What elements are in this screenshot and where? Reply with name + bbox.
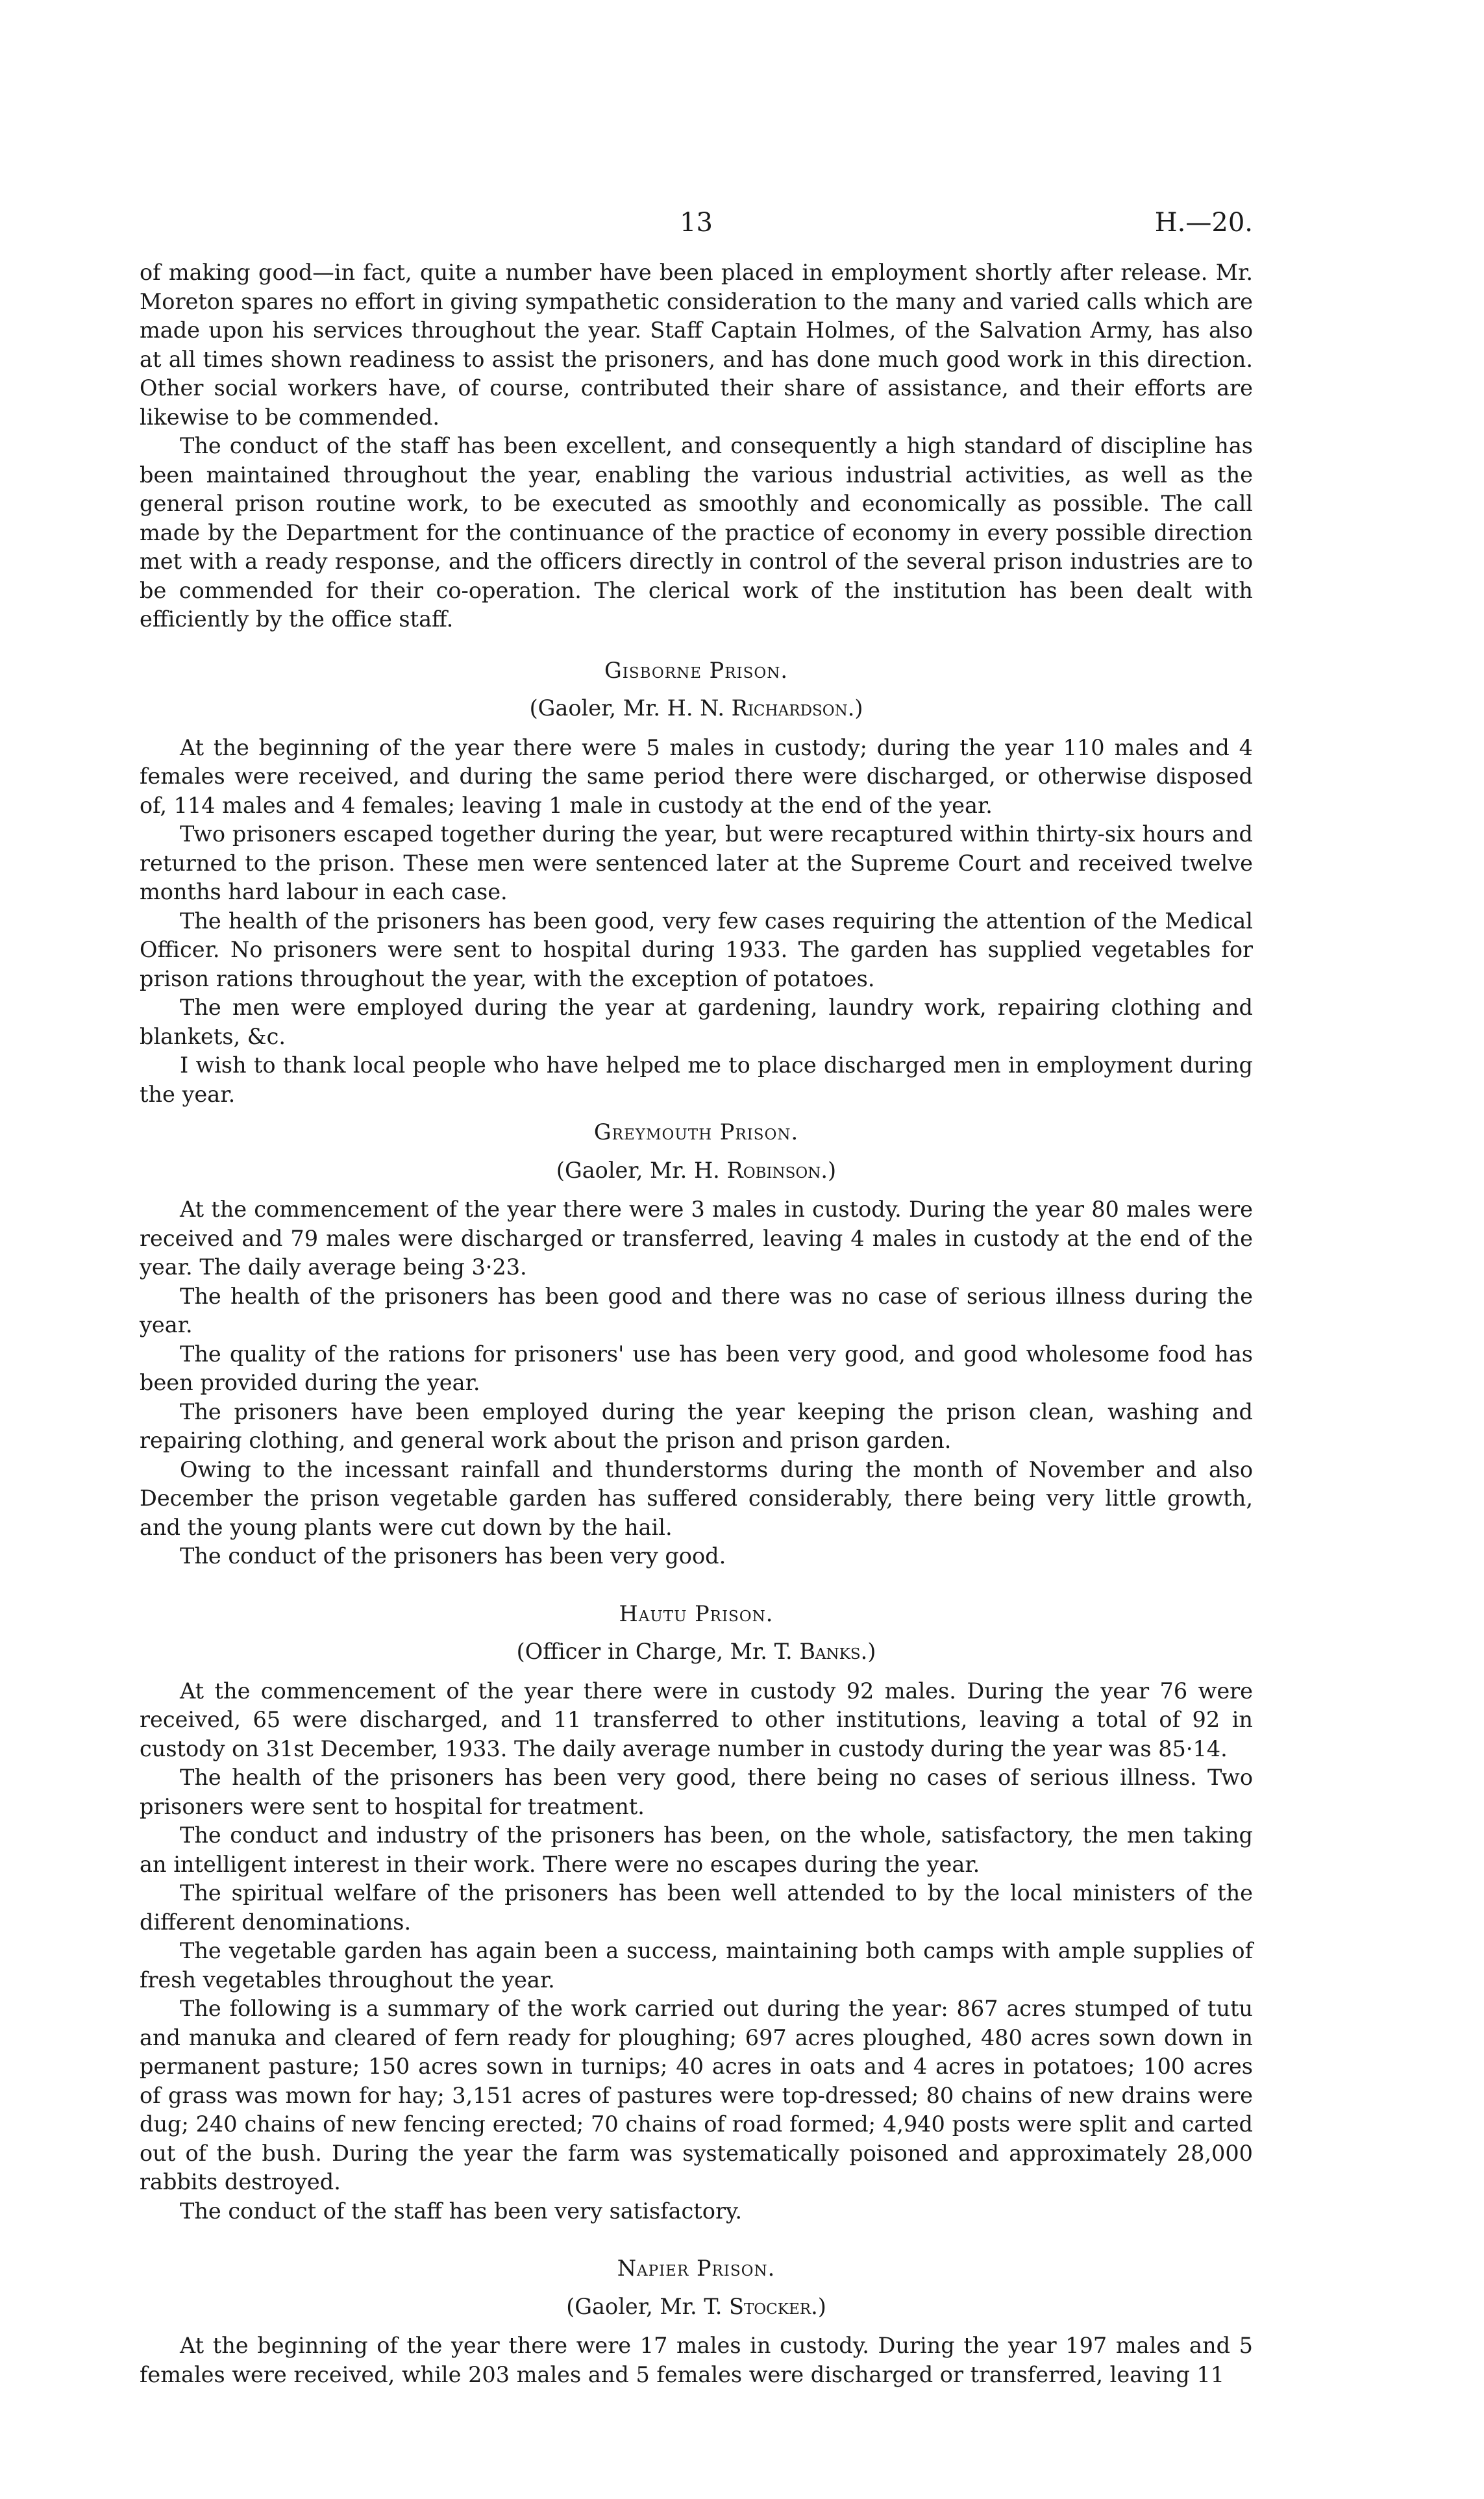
section-title: Hautu Prison. — [619, 1600, 774, 1626]
subtitle-prefix: (Gaoler, Mr. H. N. — [529, 695, 732, 721]
paragraph: At the commencement of the year there were in custody 92 males. During the year 76 were received, 65 were discharged, and 11 transferred to other institutions, leaving a total of 92 in custody on 31st December, 1933. The daily average number in custody during the year was 85·14. — [140, 1678, 1253, 1761]
intro-section — [140, 258, 1253, 634]
document-page — [140, 206, 1253, 2389]
subtitle-suffix: .) — [811, 2293, 826, 2319]
hautu-section — [140, 1600, 1253, 2226]
paragraph: The prisoners have been employed during the year keeping the prison clean, washing and repairing clothing, and general work about the prison and prison garden. — [140, 1399, 1253, 1453]
paragraph: Two prisoners escaped together during the year, but were recaptured within thirty-six hours and returned to the prison. These men were sentenced later at the Supreme Court and received twelve months hard labour in each case. — [140, 821, 1253, 904]
section-subtitle — [140, 1637, 1253, 1667]
officer-name: Stocker — [729, 2293, 811, 2319]
subtitle-prefix: (Gaoler, Mr. T. — [566, 2293, 730, 2319]
paragraph: The quality of the rations for prisoners' use has been very good, and good wholesome food has been provided during the year. — [140, 1341, 1253, 1395]
document-reference: H.—20. — [1154, 208, 1253, 238]
page-header — [140, 206, 1253, 239]
paragraph: The conduct of the staff has been excellent, and consequently a high standard of discipline has been maintained throughout the year, enabling the various industrial activities, as well as the general prison routine work, to be executed as smoothly and economically as possible. The call made by the Department for the continuance of the practice of economy in every possible direction met with a ready response, and the officers directly in control of the several prison industries are to be commended for their co-operation. The clerical work of the institution has been dealt with efficiently by the office staff. — [140, 433, 1253, 632]
section-title: Gisborne Prison. — [604, 657, 788, 683]
paragraph: of making good—in fact, quite a number have been placed in employment shortly after release. Mr. Moreton spares no effort in giving sympathetic consideration to the many and varied calls which are made upon his services throughout the year. Staff Captain Holmes, of the Salvation Army, has also at all times shown readiness to assist the prisoners, and has done much good work in this direction. Other social workers have, of course, contributed their share of assistance, and their efforts are likewise to be commended. — [140, 260, 1253, 430]
section-title: Greymouth Prison. — [593, 1119, 799, 1145]
paragraph: At the commencement of the year there were 3 males in custody. During the year 80 males were received and 79 males were discharged or transferred, leaving 4 males in custody at the end of the year. The daily average being 3·23. — [140, 1197, 1253, 1280]
paragraph: The health of the prisoners has been very good, there being no cases of serious illness. Two prisoners were sent to hospital for treatment. — [140, 1765, 1253, 1819]
page-number: 13 — [680, 208, 713, 238]
paragraph: The vegetable garden has again been a success, maintaining both camps with ample supplies of fresh vegetables throughout the year. — [140, 1938, 1253, 1993]
paragraph: The health of the prisoners has been good and there was no case of serious illness during the year. — [140, 1283, 1253, 1337]
paragraph: The health of the prisoners has been good, very few cases requiring the attention of the Medical Officer. No prisoners were sent to hospital during 1933. The garden has supplied vegetables for prison rations throughout the year, with the exception of potatoes. — [140, 908, 1253, 991]
subtitle-prefix: (Officer in Charge, Mr. T. — [516, 1639, 800, 1664]
section-subtitle — [140, 2293, 1253, 2322]
officer-name: Banks — [799, 1639, 861, 1664]
subtitle-suffix: .) — [860, 1639, 876, 1664]
subtitle-suffix: .) — [821, 1157, 837, 1183]
paragraph: The conduct of the prisoners has been very good. — [180, 1543, 726, 1569]
section-title: Napier Prison. — [617, 2256, 776, 2281]
subtitle-prefix: (Gaoler, Mr. H. — [556, 1157, 727, 1183]
paragraph: The conduct and industry of the prisoners has been, on the whole, satisfactory, the men taking an intelligent interest in their work. There were no escapes during the year. — [140, 1822, 1253, 1877]
paragraph: The following is a summary of the work carried out during the year: 867 acres stumped of tutu and manuka and cleared of fern ready for ploughing; 697 acres ploughed, 480 acres sown down in permanent pasture; 150 acres sown in turnips; 40 acres in oats and 4 acres in potatoes; 100 acres of grass was mown for hay; 3,151 acres of pastures were top-dressed; 80 chains of new drains were dug; 240 chains of new fencing erected; 70 chains of road formed; 4,940 posts were split and carted out of the bush. During the year the farm was systematically poisoned and approximately 28,000 rabbits destroyed. — [140, 1996, 1253, 2194]
gisborne-section — [140, 656, 1253, 1110]
officer-name: Richardson — [731, 695, 848, 721]
subtitle-suffix: .) — [847, 695, 863, 721]
paragraph: Owing to the incessant rainfall and thunderstorms during the month of November and also December the prison vegetable garden has suffered considerably, there being very little growth, and the young plants were cut down by the hail. — [140, 1456, 1253, 1540]
paragraph: I wish to thank local people who have helped me to place discharged men in employment during the year. — [140, 1052, 1253, 1107]
officer-name: Robinson — [726, 1157, 821, 1183]
greymouth-section — [140, 1118, 1253, 1571]
paragraph: The conduct of the staff has been very satisfactory. — [180, 2198, 743, 2224]
paragraph: The spiritual welfare of the prisoners has been well attended to by the local ministers of the different denominations. — [140, 1880, 1253, 1935]
section-subtitle — [140, 694, 1253, 723]
paragraph: At the beginning of the year there were 5 males in custody; during the year 110 males and 4 females were received, and during the same period there were discharged, or otherwise disposed of, 114 males and 4 females; leaving 1 male in custody at the end of the year. — [140, 734, 1253, 818]
section-subtitle — [140, 1156, 1253, 1186]
napier-section — [140, 2254, 1253, 2389]
paragraph: The men were employed during the year at gardening, laundry work, repairing clothing and blankets, &c. — [140, 995, 1253, 1049]
paragraph: At the beginning of the year there were 17 males in custody. During the year 197 males and 5 females were received, while 203 males and 5 females were discharged or transferred, leaving 11 — [140, 2333, 1253, 2387]
